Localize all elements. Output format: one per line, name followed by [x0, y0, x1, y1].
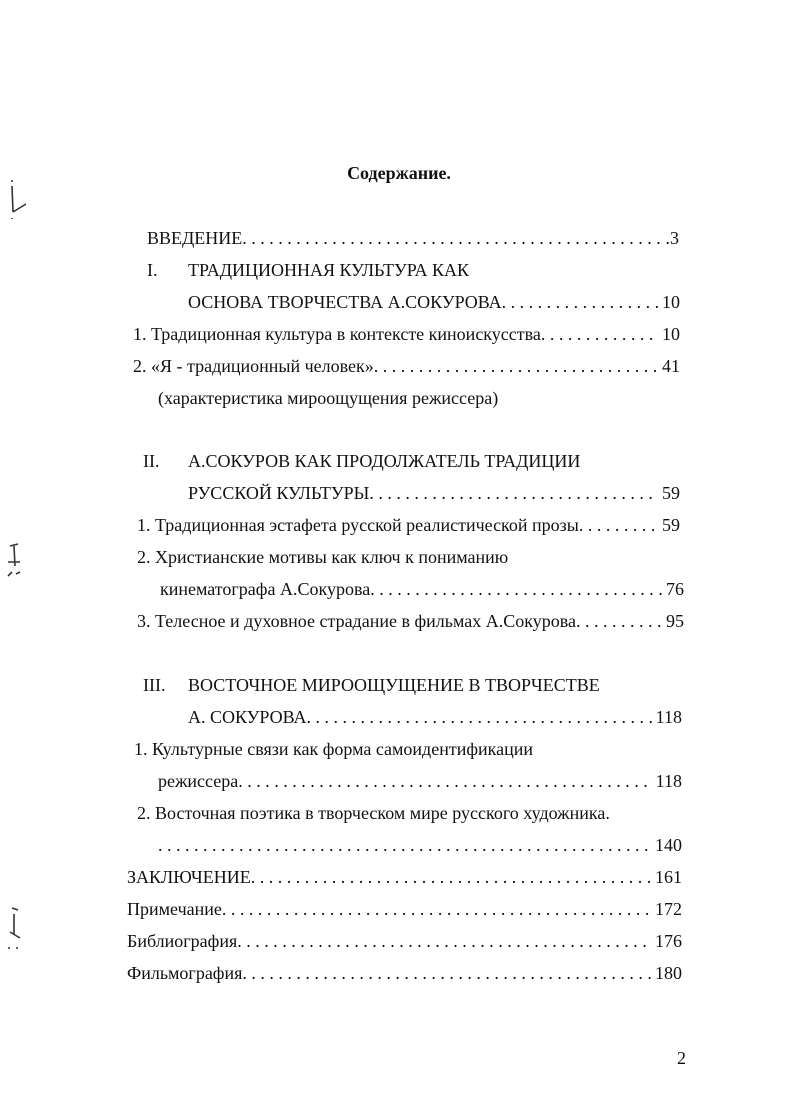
toc-page: 41 — [662, 356, 680, 376]
toc-page: 140 — [655, 835, 682, 855]
toc-label: ОСНОВА ТВОРЧЕСТВА А.СОКУРОВА — [188, 292, 502, 312]
leader-dots — [374, 353, 658, 379]
leader-dots — [369, 480, 658, 506]
leader-dots — [242, 225, 661, 251]
toc-label: Библиография — [127, 931, 238, 951]
toc-entry-filmography — [127, 960, 682, 986]
toc-entry-chapter1 — [188, 289, 680, 315]
page-number: 2 — [677, 1048, 686, 1068]
toc-entry-conclusion — [127, 864, 682, 890]
toc-page: 95 — [666, 611, 684, 631]
toc-entry-notes — [127, 896, 682, 922]
toc-page: 10 — [662, 324, 680, 344]
toc-label: Примечание — [127, 899, 222, 919]
leader-dots — [576, 608, 662, 634]
chapter-title-line: ТРАДИЦИОННАЯ КУЛЬТУРА КАК — [188, 260, 469, 280]
toc-page: 118 — [655, 707, 682, 727]
toc-label: 1. Традиционная культура в контексте киноискусства — [133, 324, 541, 344]
scan-mark-icon — [2, 178, 30, 222]
leader-dots — [158, 832, 651, 858]
toc-subtitle-line: 2. Восточная поэтика в творческом мире русского художника. — [137, 803, 610, 823]
toc-label: А. СОКУРОВА — [188, 707, 307, 727]
toc-label: 2. «Я - традиционный человек» — [133, 356, 374, 376]
leader-dots — [237, 928, 651, 954]
toc-label: ВВЕДЕНИЕ — [147, 228, 243, 248]
toc-page: 176 — [655, 931, 682, 951]
toc-label: 3. Телесное и духовное страдание в фильмах А.Сокурова — [137, 611, 576, 631]
toc-entry-1-2 — [133, 353, 680, 379]
chapter-number: II. — [143, 451, 160, 471]
leader-dots — [307, 704, 652, 730]
toc-entry-bibliography — [127, 928, 682, 954]
toc-entry-chapter2 — [188, 480, 680, 506]
page-title: Содержание. — [347, 163, 451, 183]
leader-dots — [370, 576, 662, 602]
toc-page: 10 — [662, 292, 680, 312]
toc-subtitle-line: 2. Христианские мотивы как ключ к пониманию — [137, 547, 509, 567]
chapter-title-line: ВОСТОЧНОЕ МИРООЩУЩЕНИЕ В ТВОРЧЕСТВЕ — [188, 675, 600, 695]
toc-subtitle-line: 1. Культурные связи как форма самоидентификации — [134, 739, 533, 759]
toc-entry-2-2 — [160, 576, 684, 602]
leader-dots — [579, 512, 658, 538]
toc-label: режиссера — [158, 771, 239, 791]
toc-label: РУССКОЙ КУЛЬТУРЫ — [188, 483, 370, 503]
toc-label: Фильмография — [127, 963, 243, 983]
toc-page: 161 — [655, 867, 682, 887]
leader-dots — [251, 864, 651, 890]
toc-entry-intro — [147, 225, 679, 251]
toc-label: ЗАКЛЮЧЕНИЕ — [127, 867, 251, 887]
toc-page: 118 — [655, 771, 682, 791]
leader-dots — [238, 768, 651, 794]
toc-page: 180 — [655, 963, 682, 983]
toc-page: .3 — [665, 228, 679, 248]
toc-label: кинематографа А.Сокурова — [160, 579, 371, 599]
leader-dots — [222, 896, 651, 922]
toc-entry-3-2 — [158, 832, 682, 858]
toc-page: 59 — [662, 515, 680, 535]
toc-label: 1. Традиционная эстафета русской реалистической прозы — [137, 515, 579, 535]
toc-subnote: (характеристика мироощущения режиссера) — [158, 388, 499, 408]
toc-entry-1-1 — [133, 321, 680, 347]
scan-mark-icon — [2, 540, 30, 584]
toc-entry-3-1 — [158, 768, 682, 794]
toc-entry-chapter3 — [188, 704, 682, 730]
chapter-number: I. — [147, 260, 158, 280]
leader-dots — [502, 289, 658, 315]
scan-mark-icon — [2, 904, 30, 954]
chapter-number: III. — [143, 675, 166, 695]
toc-page: 59 — [662, 483, 680, 503]
leader-dots — [541, 321, 658, 347]
chapter-title-line: А.СОКУРОВ КАК ПРОДОЛЖАТЕЛЬ ТРАДИЦИИ — [188, 451, 581, 471]
toc-entry-2-1 — [137, 512, 680, 538]
leader-dots — [242, 960, 651, 986]
toc-entry-2-3 — [137, 608, 684, 634]
toc-page: 76 — [666, 579, 684, 599]
toc-page: 172 — [655, 899, 682, 919]
